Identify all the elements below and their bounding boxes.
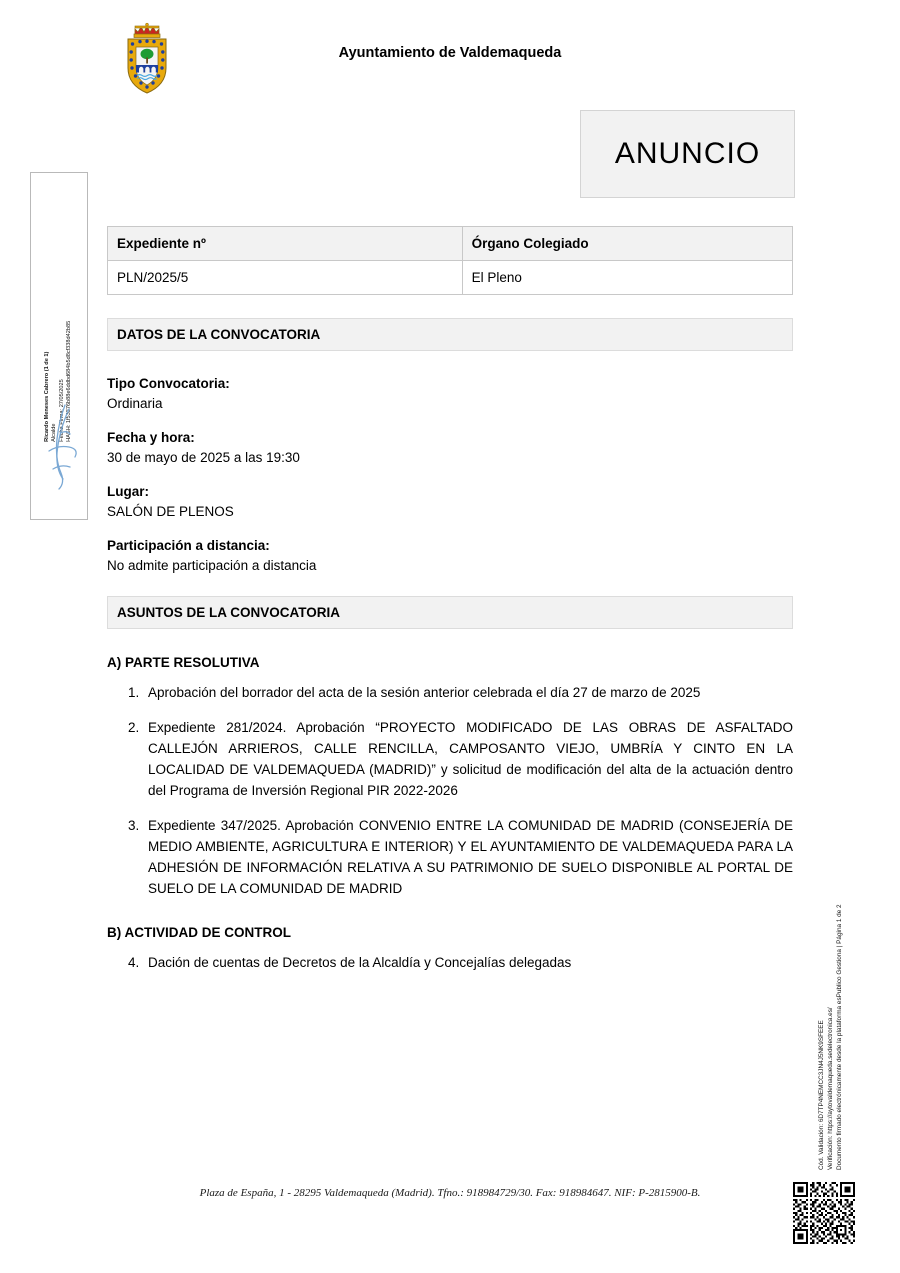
table-row: [108, 261, 793, 295]
field-participacion-distancia: [107, 538, 793, 573]
field-tipo-convocatoria: [107, 376, 793, 411]
heading-actividad-de-control: B) ACTIVIDAD DE CONTROL: [107, 925, 291, 940]
anuncio-box: [580, 110, 795, 198]
field-value: Ordinaria: [107, 396, 163, 411]
section-header-datos: DATOS DE LA CONVOCATORIA: [107, 318, 793, 351]
agenda-list-actividad-control: [107, 952, 793, 973]
field-lugar: [107, 484, 793, 519]
column-header-organo: Órgano Colegiado: [462, 227, 792, 261]
field-label: Tipo Convocatoria:: [107, 376, 230, 391]
heading-parte-resolutiva: A) PARTE RESOLUTIVA: [107, 655, 260, 670]
qr-code-icon: [793, 1182, 855, 1244]
document-header: [107, 18, 793, 98]
platform-and-page-info: Documento firmado electrónicamente desde la plataforma esPublico Gestiona | Página 1 de 2: [836, 904, 843, 1170]
section-header-asuntos: ASUNTOS DE LA CONVOCATORIA: [107, 596, 793, 629]
list-item: 4. Dación de cuentas de Decretos de la Alcaldía y Concejalías delegadas: [143, 952, 793, 973]
validation-sidebar: [818, 790, 875, 1170]
list-item: 2. Expediente 281/2024. Aprobación “PROYECTO MODIFICADO DE LAS OBRAS DE ASFALTADO CALLEJÓN ARRIEROS, CALLE RENCILLA, CAMPOSANTO VIEJO, UMBRÍA Y CINTO EN LA LOCALIDAD DE VALDEMAQUEDA (MADRID)” y solicitud de modificación del alta de la actuación dentro del Programa de Inversión Regional PIR 2022-2026: [143, 717, 793, 801]
field-value: SALÓN DE PLENOS: [107, 504, 234, 519]
document-body: [107, 226, 793, 973]
signer-role: Alcalde: [51, 423, 58, 442]
field-label: Participación a distancia:: [107, 538, 270, 553]
signature-date: Fecha Firma: 27/05/2025: [59, 379, 65, 442]
list-item: 1. Aprobación del borrador del acta de la sesión anterior celebrada el día 27 de marzo de 2025: [143, 682, 793, 703]
verification-url: Verificación: https://aytovaldemaqueda.sedelectronica.es/: [827, 1007, 834, 1170]
field-label: Lugar:: [107, 484, 149, 499]
agenda-list-parte-resolutiva: [107, 682, 793, 899]
field-value: 30 de mayo de 2025 a las 19:30: [107, 450, 300, 465]
validation-code: Cód. Validación: 6D7TP4NEMCC3JN4J5NK9SFEEE: [818, 1020, 825, 1170]
signature-panel: [30, 172, 88, 520]
signer-name: Ricardo Meneses Cabrero (1 de 1): [44, 351, 51, 442]
table-header-row: [108, 227, 793, 261]
field-label: Fecha y hora:: [107, 430, 195, 445]
field-value: No admite participación a distancia: [107, 558, 317, 573]
list-item: 3. Expediente 347/2025. Aprobación CONVENIO ENTRE LA COMUNIDAD DE MADRID (CONSEJERÍA DE MEDIO AMBIENTE, AGRICULTURA E INTERIOR) Y EL AYUNTAMIENTO DE VALDEMAQUEDA PARA LA ADHESIÓN DE INFORMACIÓN RELATIVA A SU PATRIMONIO DE SUELO DISPONIBLE AL PORTAL DE SUELO DE LA COMUNIDAD DE MADRID: [143, 815, 793, 899]
signature-hash: HASH: 1f53376b88e6ddbd684b5d8cf338d42b85: [66, 320, 73, 442]
anuncio-label: ANUNCIO: [614, 137, 761, 170]
page-title: Ayuntamiento de Valdemaqueda: [338, 45, 562, 61]
cell-expediente-numero: PLN/2025/5: [108, 261, 463, 295]
column-header-expediente: Expediente nº: [108, 227, 463, 261]
cell-organo-colegiado: El Pleno: [462, 261, 792, 295]
field-fecha-y-hora: [107, 430, 793, 465]
expediente-table: [107, 226, 793, 295]
convocatoria-fields: [107, 376, 793, 573]
handwritten-signature-icon: [39, 399, 79, 509]
footer-address: Plaza de España, 1 - 28295 Valdemaqueda (Madrid). Tfno.: 918984729/30. Fax: 918984647. NIF: P-2815900-B.: [199, 1187, 701, 1199]
